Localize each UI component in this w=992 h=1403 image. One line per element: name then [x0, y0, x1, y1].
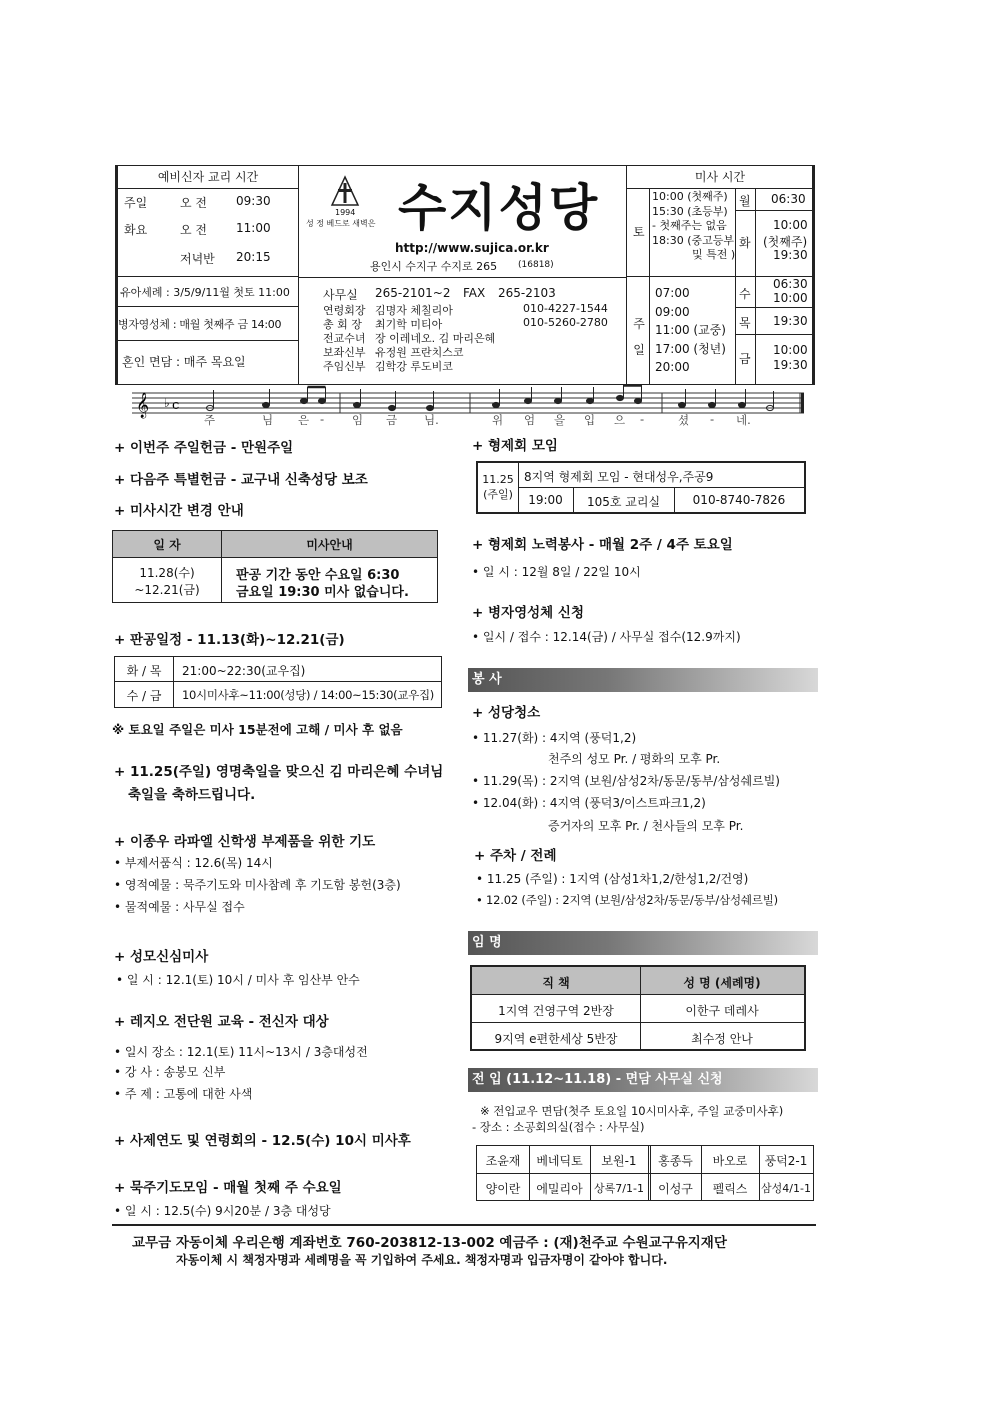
cleaning-item-text: 11.27(화) : 4지역 (풍덕1,2)	[482, 731, 637, 745]
confession-days: 화 / 목	[126, 664, 162, 678]
confession-days: 수 / 금	[126, 689, 162, 703]
wednesday-time: 10:00	[773, 291, 808, 305]
transfer-area: 풍덕2-1	[764, 1154, 808, 1168]
transfer-baptism: 펠릭스	[712, 1182, 748, 1196]
parking-title: + 주차 / 전례	[474, 848, 557, 864]
sick-communion: 병자영성체 : 매월 첫째주 금 14:00	[118, 318, 282, 331]
staff-name: 최기학 미티아	[375, 318, 443, 331]
legio-item: • 강 사 : 송봉모 신부	[114, 1065, 226, 1079]
staff-role: 전교수녀	[323, 332, 366, 345]
transfer-table	[476, 1145, 814, 1201]
cleaning-title: + 성당청소	[472, 705, 541, 721]
footer-note: 자동이체 시 책정자명과 세례명을 꼭 기입하여 주세요. 책정자명과 입금자명이 같아야 합니다.	[176, 1253, 668, 1267]
postal-code: (16818)	[518, 260, 554, 270]
appointment-role-header: 직 책	[542, 976, 570, 990]
legio-item-text: 일시 장소 : 12.1(토) 11시~13시 / 3층대성전	[124, 1045, 368, 1059]
saturday-time: - 첫째주는 없음	[652, 219, 727, 232]
logo-year: 1994	[335, 208, 356, 217]
transfer-area: 보원-1	[601, 1154, 637, 1168]
appointment-name: 이한구 데레사	[685, 1004, 759, 1018]
lyric-syllable: 으	[614, 413, 626, 427]
appointment-section-bar: 임 명	[468, 931, 818, 955]
sunday-times	[655, 284, 726, 377]
prayer-item: • 영적예물 : 묵주기도와 미사참례 후 기도함 봉헌(3층)	[114, 878, 401, 892]
prayer-item-text: 물적예물 : 사무실 접수	[124, 900, 245, 914]
appointment-role: 9지역 e편한세상 5반장	[494, 1032, 618, 1046]
staff-name: 장 이레네오. 김 마리은혜	[375, 332, 496, 345]
parking-item: • 12.02 (주일) : 2지역 (보원/삼성2차/동문/동부/삼성쉐르빌)	[476, 893, 778, 907]
staff-name: 김명자 체칠리아	[375, 304, 453, 317]
transfer-area: 상록7/1-1	[594, 1182, 644, 1195]
tuesday-note: (첫째주)	[763, 235, 808, 249]
sunday-time: 07:00	[655, 286, 690, 300]
legio-item-text: 강 사 : 송봉모 신부	[124, 1065, 226, 1079]
cross-logo-icon	[330, 175, 360, 209]
monday-label: 월	[739, 194, 751, 208]
staff-name: 유정원 프란치스코	[375, 346, 464, 359]
lyric-syllable: 엄	[524, 413, 536, 427]
lyric-syllable: 님.	[424, 413, 439, 427]
parking-item-text: 11.25 (주일) : 1지역 (삼성1차1,2/한성1,2/건영)	[486, 872, 749, 886]
friday-label: 금	[739, 352, 751, 366]
confession-time: 21:00~22:30(교우집)	[182, 664, 306, 678]
sunday-label: 주 일	[633, 317, 645, 357]
lyric-syllable: -	[320, 412, 325, 426]
change-info: 금요일 19:30 미사 없습니다.	[236, 585, 409, 600]
feast-notice-2: 축일을 축하드립니다.	[128, 787, 256, 803]
lyric-syllable: 임	[352, 413, 364, 427]
staff-role: 주임신부	[323, 360, 366, 373]
staff-phone: 010-4227-1544	[523, 302, 608, 315]
catechism-panel	[118, 166, 299, 384]
lyric-syllable: 네.	[736, 413, 751, 427]
staff-role: 보좌신부	[323, 346, 366, 359]
lyric-syllable: 을	[554, 413, 566, 427]
lyric-syllable: 위	[492, 413, 504, 427]
transfer-name: 조윤재	[485, 1154, 521, 1168]
tuesday-time: 10:00	[773, 218, 808, 232]
marriage-info: 혼인 면담 : 매주 목요일	[122, 355, 246, 369]
church-url[interactable]: http://www.sujica.or.kr	[395, 241, 549, 255]
office-label: 사무실	[323, 288, 358, 302]
footer-account: 교무금 자동이체 우리은행 계좌번호 760-203812-13-002 예금주 : (재)천주교 수원교구유지재단	[132, 1235, 727, 1251]
mass-title: 미사 시간	[627, 166, 813, 189]
saturday-time: 18:30 (중고등부	[652, 233, 734, 247]
change-date: ~12.21(금)	[134, 583, 200, 597]
notice-special-offering: + 다음주 특별헌금 - 교구내 신축성당 보조	[114, 472, 368, 488]
confession-time: 10시미사후~11:00(성당) / 14:00~15:30(교우집)	[182, 688, 434, 702]
prayer-item: • 부제서품식 : 12.6(목) 14시	[114, 856, 273, 870]
brothers-phone: 010-8740-7826	[692, 493, 786, 507]
lyric-syllable: -	[710, 412, 715, 426]
sunday-time: 11:00 (교중)	[655, 323, 726, 337]
svg-text:♭: ♭	[164, 396, 170, 410]
staff-role: 총 회 장	[323, 318, 362, 331]
tuesday-label: 화	[739, 236, 751, 250]
cleaning-item: • 11.29(목) : 2지역 (보원/삼성2차/동문/동부/삼성쉐르빌)	[472, 774, 780, 788]
svg-text:𝄞: 𝄞	[136, 393, 150, 418]
friday-time: 19:30	[773, 358, 808, 372]
transfer-area: 삼성4/1-1	[761, 1182, 811, 1195]
catechism-time: 09:30	[236, 194, 271, 208]
lyric-syllable: 금	[386, 413, 398, 427]
monday-time: 06:30	[771, 192, 806, 206]
cleaning-item: • 11.27(화) : 4지역 (풍덕1,2)	[472, 731, 637, 745]
mass-change-table	[112, 530, 438, 603]
svg-text:c: c	[172, 398, 180, 413]
friday-time: 10:00	[773, 343, 808, 357]
saturday-times	[652, 190, 735, 263]
parking-item-text: 12.02 (주일) : 2지역 (보원/삼성2차/동문/동부/삼성쉐르빌)	[486, 893, 778, 907]
rosary-item: • 일 시 : 12.5(수) 9시20분 / 3층 대성당	[114, 1204, 331, 1218]
lyric-syllable: 님	[262, 413, 274, 427]
saturday-time: 10:00 (첫째주)	[652, 190, 728, 203]
cleaning-sub: 증거자의 모후 Pr. / 천사들의 모후 Pr.	[548, 819, 744, 833]
notice-offering: + 이번주 주일헌금 - 만원주일	[114, 440, 294, 456]
thursday-label: 목	[739, 316, 751, 330]
appointment-name: 최수정 안나	[691, 1032, 753, 1046]
legio-item: • 주 제 : 고통에 대한 사색	[114, 1087, 253, 1101]
staff-name: 김학강 루도비코	[375, 360, 453, 373]
catechism-title: 예비신자 교리 시간	[118, 166, 298, 189]
transfer-name: 양이란	[485, 1182, 521, 1196]
transfer-baptism: 베네딕토	[536, 1154, 583, 1168]
cleaning-item-text: 12.04(화) : 4지역 (풍덕3/이스트파크1,2)	[482, 796, 706, 810]
saturday-time: 및 특전 )	[692, 248, 736, 261]
legio-item: • 일시 장소 : 12.1(토) 11시~13시 / 3층대성전	[114, 1045, 368, 1059]
wednesday-time: 06:30	[773, 277, 808, 291]
catechism-time: 11:00	[236, 221, 271, 235]
feast-notice: + 11.25(주일) 영명축일을 맞으신 김 마리은혜 수녀님	[114, 764, 444, 780]
transfer-section-bar: 전 입 (11.12~11.18) - 면담 사무실 신청	[468, 1068, 818, 1092]
infant-baptism: 유아세례 : 3/5/9/11월 첫토 11:00	[120, 286, 290, 299]
ordination-notice: + 사제연도 및 연령회의 - 12.5(수) 10시 미사후	[114, 1133, 411, 1149]
sick-communion-title: + 병자영성체 신청	[472, 605, 584, 621]
church-name: 수지성당	[398, 179, 600, 237]
catechism-day: 화요	[124, 223, 148, 237]
appointment-role: 1지역 건영구역 2반장	[498, 1004, 614, 1018]
sunday-time: 20:00	[655, 360, 690, 374]
logo-name: 성 정 베드로 새벽은	[306, 219, 376, 228]
transfer-note: ※ 전입교우 면담(첫주 토요일 10시미사후, 주일 교중미사후)	[480, 1104, 784, 1118]
appointment-table	[470, 965, 806, 1051]
prayer-item-text: 부제서품식 : 12.6(목) 14시	[124, 856, 273, 870]
parking-item: • 11.25 (주일) : 1지역 (삼성1차1,2/한성1,2/건영)	[476, 872, 749, 886]
thursday-time: 19:30	[773, 314, 808, 328]
service-section-bar: 봉 사	[468, 668, 818, 692]
staff-role: 연령회장	[323, 304, 366, 317]
catechism-day: 주일	[124, 196, 148, 210]
brothers-title: + 형제회 모임	[472, 438, 558, 454]
legio-item-text: 주 제 : 고통에 대한 사색	[124, 1087, 253, 1101]
service-title: + 형제회 노력봉사 - 매월 2주 / 4주 토요일	[472, 537, 733, 553]
brothers-time: 19:00	[528, 493, 563, 507]
fax-number: 265-2103	[498, 286, 556, 300]
office-phone: 265-2101~2	[375, 286, 451, 300]
brothers-table	[476, 461, 806, 514]
heart-mass-item: • 일 시 : 12.1(토) 10시 / 미사 후 임산부 안수	[116, 973, 360, 987]
notice-mass-change: + 미사시간 변경 안내	[114, 503, 244, 519]
tuesday-time: 19:30	[773, 248, 808, 262]
music-lyrics	[132, 412, 812, 428]
brothers-date: 11.25	[482, 473, 514, 486]
service-item: • 일 시 : 12월 8일 / 22일 10시	[472, 565, 641, 579]
fax-label: FAX	[463, 286, 486, 300]
brothers-date-sub: (주일)	[483, 488, 513, 501]
catechism-label: 오 전	[180, 223, 207, 237]
rosary-title: + 묵주기도모임 - 매월 첫째 주 수요일	[114, 1180, 342, 1196]
prayer-item-text: 영적예물 : 묵주기도와 미사참례 후 기도함 봉헌(3층)	[124, 878, 401, 892]
saturday-time: 15:30 (초등부)	[652, 204, 728, 218]
lyric-syllable: 주	[204, 413, 216, 427]
rosary-item-text: 일 시 : 12.5(수) 9시20분 / 3층 대성당	[124, 1204, 331, 1218]
change-info: 판공 기간 동안 수요일 6:30	[236, 568, 400, 583]
lyric-syllable: 입	[584, 413, 596, 427]
lyric-syllable: 은	[298, 413, 310, 427]
lyric-syllable: 셨	[678, 413, 690, 427]
cleaning-item-text: 11.29(목) : 2지역 (보원/삼성2차/동문/동부/삼성쉐르빌)	[482, 774, 780, 788]
col-date-header: 일 자	[153, 538, 181, 552]
prayer-title: + 이종우 라파엘 신학생 부제품을 위한 기도	[114, 834, 376, 850]
legio-title: + 레지오 전단원 교육 - 전신자 대상	[114, 1014, 329, 1030]
saturday-label: 토	[633, 225, 645, 239]
confession-title: + 판공일정 - 11.13(화)~12.21(금)	[114, 632, 345, 648]
appointment-name-header: 성 명 (세례명)	[683, 976, 761, 990]
footer-divider	[112, 1224, 816, 1226]
cleaning-item: • 12.04(화) : 4지역 (풍덕3/이스트파크1,2)	[472, 796, 706, 810]
transfer-name: 홍종득	[658, 1154, 693, 1168]
catechism-label: 저녁반	[180, 252, 215, 266]
confession-table	[114, 656, 442, 708]
change-date: 11.28(수)	[139, 566, 195, 580]
prayer-item: • 물적예물 : 사무실 접수	[114, 900, 245, 914]
catechism-label: 오 전	[180, 196, 207, 210]
wednesday-label: 수	[739, 287, 751, 301]
col-info-header: 미사안내	[306, 538, 353, 552]
confession-note: ※ 토요일 주일은 미사 15분전에 고해 / 미사 후 없음	[112, 722, 403, 737]
service-item-text: 일 시 : 12월 8일 / 22일 10시	[482, 565, 641, 579]
transfer-name: 이성구	[658, 1182, 693, 1196]
heart-mass-title: + 성모신심미사	[114, 949, 209, 965]
sick-communion-item: • 일시 / 접수 : 12.14(금) / 사무실 접수(12.9까지)	[472, 630, 741, 644]
mass-time-panel	[626, 166, 813, 384]
cleaning-sub: 천주의 성모 Pr. / 평화의 모후 Pr.	[548, 752, 721, 766]
church-logo	[330, 175, 360, 209]
brothers-meeting: 8지역 형제회 모임 - 현대성우,주공9	[524, 470, 714, 484]
transfer-location: - 장소 : 소공회의실(접수 : 사무실)	[472, 1120, 645, 1134]
church-address: 용인시 수지구 수지로 265	[370, 260, 498, 273]
sunday-time: 09:00	[655, 304, 690, 319]
transfer-baptism: 바오로	[712, 1154, 748, 1168]
catechism-time: 20:15	[236, 250, 271, 264]
sunday-time: 17:00 (청년)	[655, 341, 726, 356]
brothers-place: 105호 교리실	[586, 495, 661, 509]
transfer-baptism: 에밀리아	[536, 1182, 583, 1196]
lyric-syllable: -	[640, 412, 645, 426]
staff-phone: 010-5260-2780	[523, 316, 608, 329]
